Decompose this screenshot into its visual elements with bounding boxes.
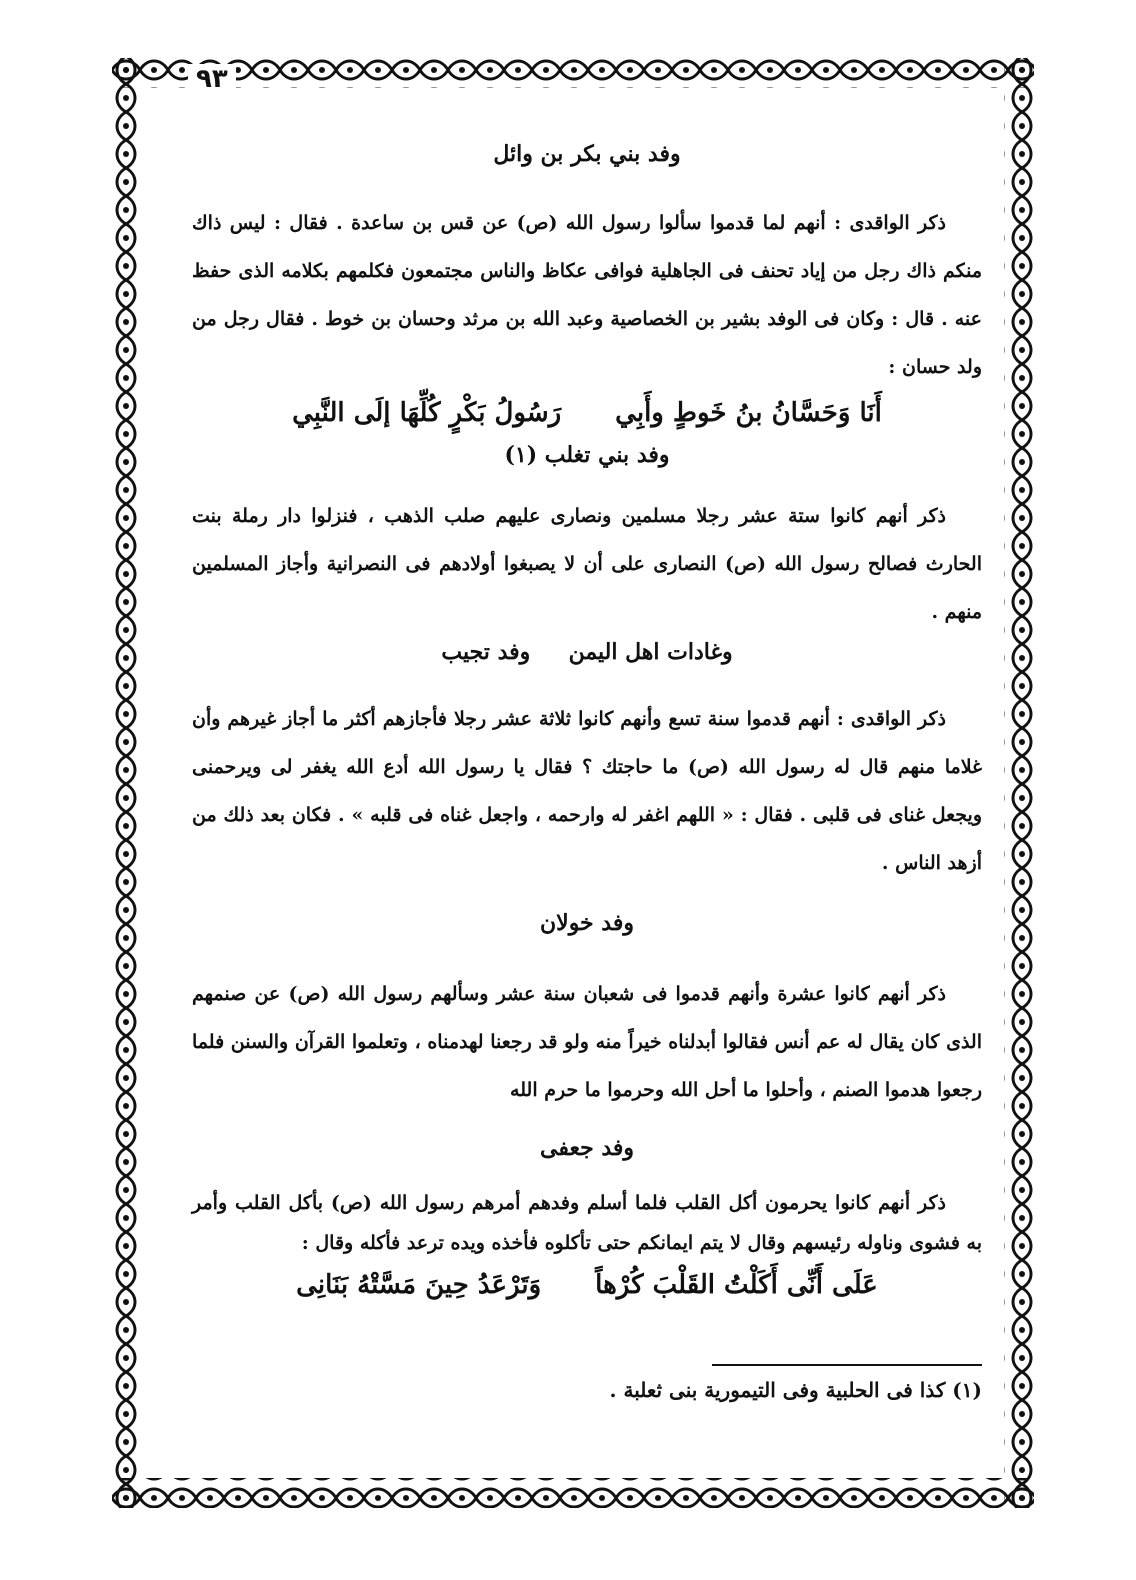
page-number: ٩٣	[188, 64, 236, 94]
section-heading: وفد جعفى	[539, 1135, 635, 1161]
section-paragraph: ذكر أنهم كانوا يحرمون أكل القلب فلما أسلم وفدهم أمرهم رسول الله (ص) بأكل القلب وأمر به فشوى وناوله رئيسهم وقال لا يتم ايمانكم حتى تأكلوه فأخذه ويده ترعد فأكله وقال :	[192, 1192, 982, 1254]
page-body	[192, 138, 982, 1307]
verse-hemistich: رَسُولُ بَكْرٍ كُلِّهَا إلَى النَّبِي	[292, 398, 562, 428]
section-heading: وفد خولان	[539, 910, 634, 936]
section-heading: وفد بني بكر بن وائل	[493, 141, 681, 167]
verse-hemistich: أَنَا وَحَسَّانُ بنُ خَوطٍ وأَبِي	[615, 398, 882, 428]
section-heading: وغادات اهل اليمن وفد تجيب	[441, 639, 733, 665]
section-paragraph: ذكر أنهم كانوا عشرة وأنهم قدموا فى شعبان سنة عشر وسألهم رسول الله (ص) عن صنمهم الذى كان يقال له عم أنس فقالوا أبدلناه خيراً منه ولو قد رجعنا لهدمناه ، وتعلموا القرآن والسنن فلما رجعوا هدموا الصنم ، وأحلوا ما أحل الله وحرموا ما حرم الله	[192, 983, 982, 1101]
verse-hemistich: عَلَى أَنِّى أَكَلْتُ القَلْبَ كُرْهاً	[595, 1270, 878, 1300]
section-heading: وفد بني تغلب (١)	[504, 442, 670, 468]
footnote-rule	[712, 1364, 982, 1366]
verse	[192, 1263, 982, 1307]
verse	[192, 391, 982, 435]
footnote: (١) كذا فى الحلبية وفى التيمورية بنى ثعلبة .	[609, 1378, 982, 1402]
section-paragraph: ذكر أنهم كانوا ستة عشر رجلا مسلمين ونصارى عليهم صلب الذهب ، فنزلوا دار رملة بنت الحارث فصالح رسول الله (ص) النصارى على أن لا يصبغوا أولادهم فى النصرانية وأجاز المسلمين منهم .	[192, 505, 982, 623]
verse-hemistich: وَتَرْعَدُ حِينَ مَسَّتْهُ بَنَانِى	[296, 1270, 542, 1300]
section-paragraph: ذكر الواقدى : أنهم لما قدموا سألوا رسول الله (ص) عن قس بن ساعدة . فقال : ليس ذاك منكم ذاك رجل من إياد تحنف فى الجاهلية فوافى عكاظ والناس مجتمعون فكلمهم بكلامه الذى حفظ عنه . قال : وكان فى الوفد بشير بن الخصاصية وعبد الله بن مرثد وحسان بن خوط . فقال رجل من ولد حسان :	[192, 212, 982, 378]
section-paragraph: ذكر الواقدى : أنهم قدموا سنة تسع وأنهم كانوا ثلاثة عشر رجلا فأجازهم أكثر ما أجاز غيرهم وأن غلاما منهم قال له رسول الله (ص) ما حاجتك ؟ فقال يا رسول الله أدع الله يغفر لى ويرحمنى ويجعل غناى فى قلبى . فقال : « اللهم اغفر له وارحمه ، واجعل غناه فى قلبه » . فكان بعد ذلك من أزهد الناس .	[192, 708, 982, 874]
